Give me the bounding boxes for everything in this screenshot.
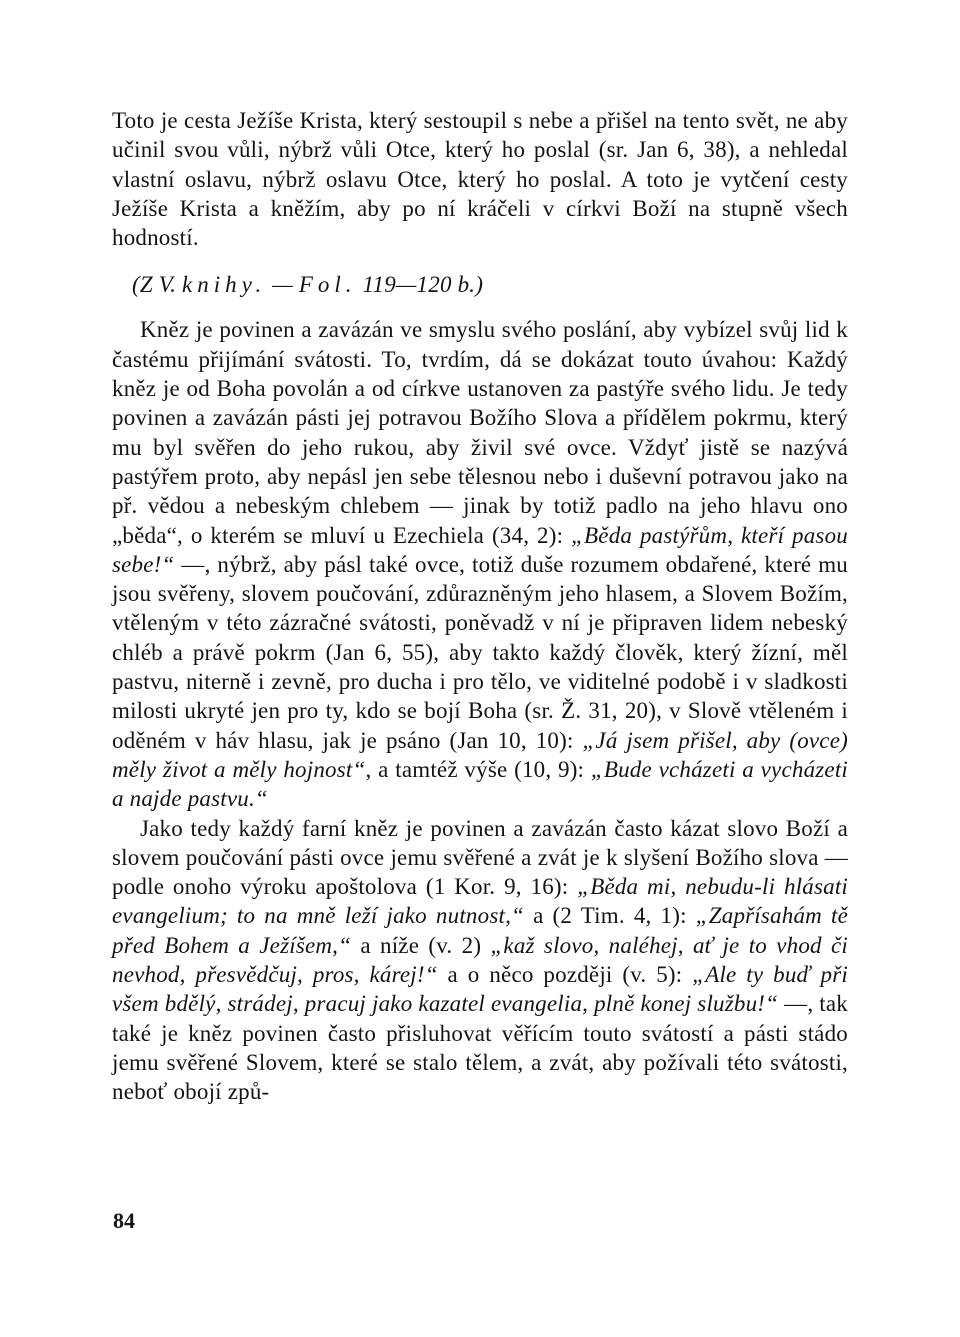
source-fol: Fol. [298, 272, 357, 298]
paragraph-3-text-3: a níže (v. 2) [351, 932, 491, 958]
paragraph-3 [112, 814, 848, 1107]
body-text [112, 106, 848, 1107]
source-dash: — [272, 272, 293, 298]
paragraph-2 [112, 315, 848, 813]
paragraph-3-text-4: a o něco později (v. 5): [437, 962, 693, 988]
paragraph-3-text-5: —, tak také je kněz povinen často přisluhovat věřícím touto svátostí a pásti stádo jemu svěřené Slovem, které se stalo tělem, a zvát, aby požívali této svátosti, neboť obojí způ- [112, 991, 848, 1105]
quote-1-kor: „Běda mi, nebudu-li hlásati evangelium; to na mně leží jako nutnost,“ [112, 874, 848, 929]
source-book: knihy. [182, 272, 267, 298]
quote-ezechiel: „Běda pastýřům, kteří pasou sebe!“ [112, 522, 848, 577]
paragraph-2-text-3: , a tamtéž výše (10, 9): [365, 756, 591, 782]
quote-jan-10-9: „Bude vcházeti a vycházeti a najde pastvu.“ [112, 756, 849, 812]
page-number: 84 [113, 1208, 135, 1233]
paragraph-3-text-2: a (2 Tim. 4, 1): [524, 903, 696, 929]
paragraph-2-text-1: Kněz je povinen a zavázán ve smyslu svého poslání, aby vybízel svůj lid k častému přijímání svátosti. To, tvrdím, dá se dokázat touto úvahou: Každý kněz je od Boha povolán a od církve ustanoven za pastýře svého lidu. Je tedy povinen a zavázán pásti jej potravou Božího Slova a přídělem pokrmu, který mu byl svěřen do jeho rukou, aby živil své ovce. Vždyť jistě se nazývá pastýřem proto, aby nepásl jen sebe tělesnou nebo i duševní potravou jako na př. vědou a nebeským chlebem — jinak by totiž padlo na jeho hlavu ono „běda“, o kterém se mluví u Ezechiela (34, 2): [112, 317, 848, 548]
paragraph-3-text-1: Jako tedy každý farní kněz je povinen a zavázán často kázat slovo Boží a slovem poučování pásti ovce jemu svěřené a zvát je k slyšení Božího slova — podle onoho výroku apoštolova (1 Kor. 9, 16): [112, 815, 848, 900]
quote-2-tim-4-2: „kaž slovo, naléhej, ať je to vhod či nevhod, přesvědčuj, pros, kárej!“ [112, 932, 848, 988]
quote-jan-10-10: „Já jsem přišel, aby (ovce) měly život a měly hojnost“ [112, 727, 848, 782]
source-open: (Z V. [132, 272, 177, 298]
source-pages: 119—120 b.) [362, 272, 484, 298]
source-citation [132, 270, 848, 299]
paragraph-1: Toto je cesta Ježíše Krista, který sestoupil s nebe a přišel na tento svět, ne aby učinil svou vůli, nýbrž vůli Otce, který ho poslal (sr. Jan 6, 38), a nehledal vlastní oslavu, nýbrž oslavu Otce, který ho poslal. A toto je vytčení cesty Ježíše Krista a kněžím, aby po ní kráčeli v církvi Boží na stupně všech hodností. [112, 108, 848, 251]
quote-2-tim-4-1: „Zapřísahám tě před Bohem a Ježíšem,“ [112, 903, 849, 958]
paragraph-2-text-2: —, nýbrž, aby pásl také ovce, totiž duše rozumem obdařené, které mu jsou svěřeny, slovem poučování, zdůrazněným jeho hlasem, a Slovem Božím, vtěleným v této zázračné svátosti, poněvadž v ní je připraven lidem nebeský chléb a právě pokrm (Jan 6, 55), aby takto každý člověk, který žízní, měl pastvu, niterně i zevně, pro ducha i pro tělo, ve viditelné podobě i v sladkosti milosti ukryté jen pro ty, kdo se bojí Boha (sr. Ž. 31, 20), v Slově vtěleném i oděném v háv hlasu, jak je psáno (Jan 10, 10): [112, 551, 848, 753]
quote-2-tim-4-5: „Ale ty buď při všem bdělý, strádej, pracuj jako kazatel evangelia, plně konej službu!“ [112, 962, 848, 1017]
